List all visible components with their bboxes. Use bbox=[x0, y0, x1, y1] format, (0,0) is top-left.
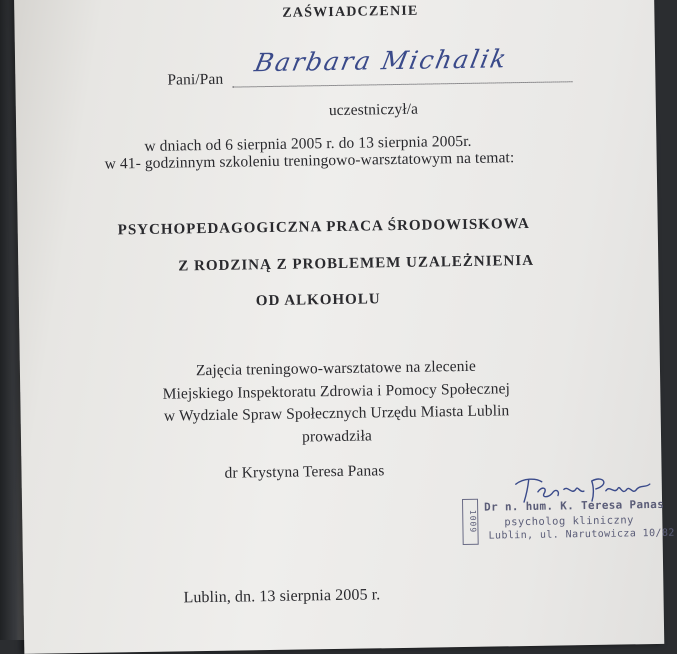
organizer-line-2: Miejskiego Inspektoratu Zdrowia i Pomocy Społecznej bbox=[162, 380, 511, 403]
organizer-line-4: prowadziła bbox=[301, 427, 373, 446]
topic-line-3: OD ALKOHOLU bbox=[255, 291, 381, 310]
organizer-line-3: w Wydziale Spraw Społecznych Urzędu Miasta Lublin bbox=[163, 402, 510, 425]
organizer-line-1: Zajęcia treningowo-warsztatowe na zlecenie bbox=[195, 357, 477, 380]
stamp-line-2: psycholog kliniczny bbox=[504, 514, 635, 529]
training-line: w 41- godzinnym szkoleniu treningowo-warsztatowym na temat: bbox=[104, 149, 515, 173]
signature-handwritten bbox=[514, 472, 654, 504]
certificate-paper bbox=[14, 0, 675, 654]
dates-line: w dniach od 6 sierpnia 2005 r. do 13 sierpnia 2005r. bbox=[144, 132, 472, 155]
topic-line-1: PSYCHOPEDAGOGICZNA PRACA ŚRODOWISKOWA bbox=[117, 215, 530, 239]
topic-line-2: Z RODZINĄ Z PROBLEMEM UZALEŻNIENIA bbox=[178, 252, 535, 275]
certificate-title: ZAŚWIADCZENIE bbox=[282, 3, 419, 21]
stamp-side-number: 1009 bbox=[462, 499, 479, 545]
stamp-line-3: Lublin, ul. Narutowicza 10/82 bbox=[488, 527, 675, 542]
stamp-line-1: Dr n. hum. K. Teresa Panas bbox=[484, 497, 665, 514]
place-date: Lublin, dn. 13 sierpnia 2005 r. bbox=[183, 586, 381, 607]
participated-text: uczestniczył/a bbox=[328, 100, 419, 120]
recipient-name-handwritten: Barbara Michalik bbox=[252, 44, 511, 78]
instructor-name: dr Krystyna Teresa Panas bbox=[224, 462, 385, 482]
recipient-label: Pani/Pan bbox=[167, 70, 224, 89]
